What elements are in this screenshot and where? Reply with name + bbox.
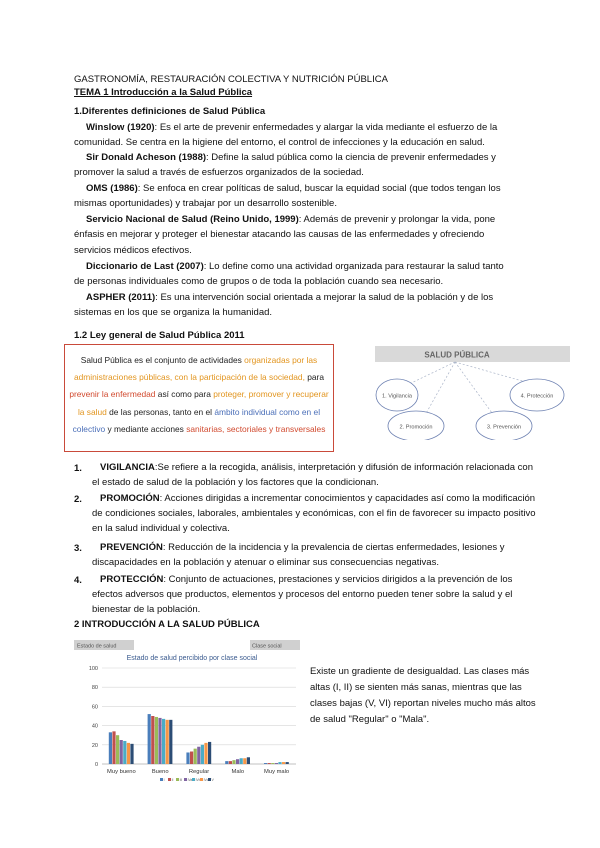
topic-title: TEMA 1 Introducción a la Salud Pública: [74, 87, 253, 98]
bar-I-1: [148, 714, 151, 764]
box-text-highlight: prevenir la enfermedad: [69, 389, 156, 400]
bar-IVa-1: [158, 718, 161, 764]
node-promocion-label: 2. Promoción: [399, 424, 433, 431]
bar-IVb-3: [240, 758, 243, 764]
def-nhs-line2: énfasis en mejorar y proteger el bienestar atacando las causas de las enfermedades y ofreciendo: [74, 229, 485, 240]
def-winslow-line1: Winslow (1920): Es el arte de prevenir enfermedades y alargar la vida mediante el esfuerzo de la: [86, 122, 498, 133]
bar-I-4: [264, 763, 267, 764]
box-text-highlight: ámbito individual como en el colectivo: [72, 406, 321, 434]
x-tick-label: Bueno: [151, 769, 169, 775]
list-item-promocion: PROMOCIÓN: Acciones dirigidas a incrementar conocimientos y capacidades así como la modificación de condiciones sociales, laborales, ambientales y económicas, con el fin de favorecer su impacto positivo en la salud individual y colectiva.: [92, 493, 536, 534]
bar-IVa-2: [197, 747, 200, 764]
def-winslow-line2: comunidad. Se centra en la higiene del entorno, el control de infecciones y la educación en salud.: [74, 137, 485, 148]
x-tick-label: Malo: [231, 769, 245, 775]
def-nhs-line1: Servicio Nacional de Salud (Reino Unido, 1999): Además de prevenir y prolongar la vida, pone: [86, 214, 496, 225]
box-text: de las personas, tanto en el: [106, 406, 215, 417]
box-text: para: [304, 372, 324, 383]
bar-IVc-3: [243, 758, 246, 764]
bar-II-0: [112, 731, 115, 764]
bar-V-4: [286, 762, 289, 764]
bar-IVb-1: [162, 719, 165, 764]
list-item-number: 2.: [74, 494, 82, 505]
list-item-vigilancia: VIGILANCIA:Se refiere a la recogida, análisis, interpretación y difusión de información relacionada con el estado de salud de la población y los factores que la condicionan.: [92, 462, 533, 488]
box-text-highlight: proteger, promover y recuperar la salud: [77, 389, 329, 417]
bar-I-3: [225, 761, 228, 764]
x-tick-label: Regular: [188, 769, 210, 775]
bar-IVc-1: [166, 720, 169, 764]
y-tick-label: 20: [91, 742, 98, 749]
node-proteccion-label: 4. Protección: [520, 393, 554, 400]
y-tick-label: 100: [88, 666, 98, 672]
legend-swatch-III: [176, 778, 179, 781]
y-tick-label: 0: [94, 762, 98, 768]
section12-heading: 1.2 Ley general de Salud Pública 2011: [74, 330, 245, 341]
legend-swatch-II: [168, 778, 171, 781]
chart-tag-left: Estado de salud: [77, 643, 117, 650]
bar-IVb-4: [278, 762, 281, 764]
box-text-highlight: sanitarias, sectoriales y transversales: [186, 423, 326, 434]
bar-I-2: [186, 752, 189, 764]
def-last-line1: Diccionario de Last (2007): Lo define como una actividad organizada para restaurar la salud tanto: [86, 261, 504, 272]
y-tick-label: 40: [91, 723, 98, 730]
legend-swatch-I: [160, 778, 163, 781]
legend-label: IVa: [187, 778, 193, 782]
list-item-prevencion: PREVENCIÓN: Reducción de la incidencia y la prevalencia de ciertas enfermedades, lesiones y discapacidades en la población y atenuar o eliminar sus consecuencias negativas.: [92, 542, 505, 568]
node-prevencion-label: 3. Prevención: [486, 424, 522, 431]
bar-IVb-2: [201, 745, 204, 764]
bar-II-1: [151, 716, 154, 764]
def-last-line2: de personas individuales como de grupos o de toda la población cuando sea necesario.: [74, 276, 444, 287]
legend-label: III: [179, 778, 183, 782]
legend-swatch-IVc: [200, 778, 203, 781]
bar-III-3: [232, 760, 235, 764]
bar-IVc-0: [127, 743, 130, 764]
law-definition-box: [64, 344, 334, 452]
bar-II-4: [268, 763, 271, 764]
chart-legend: [160, 778, 215, 782]
legend-label: I: [163, 778, 165, 782]
bar-V-3: [247, 757, 250, 764]
bar-V-1: [169, 720, 172, 764]
course-title: GASTRONOMÍA, RESTAURACIÓN COLECTIVA Y NUTRICIÓN PÚBLICA: [74, 74, 388, 85]
legend-swatch-IVa: [184, 778, 187, 781]
bar-V-0: [130, 744, 133, 764]
bar-I-0: [109, 732, 112, 764]
node-vigilancia-label: 1. Vigilancia: [381, 393, 413, 400]
legend-label: II: [171, 778, 174, 782]
legend-swatch-V: [208, 778, 211, 781]
box-text: y mediante acciones: [105, 423, 187, 434]
bar-IVa-0: [120, 740, 123, 764]
bar-II-3: [229, 761, 232, 764]
bar-IVc-2: [204, 743, 207, 764]
bar-V-2: [208, 742, 211, 764]
diagram-title: SALUD PÚBLICA: [424, 350, 490, 360]
section2-heading: 2 INTRODUCCIÓN A LA SALUD PÚBLICA: [74, 619, 260, 630]
chart-bars: [109, 714, 289, 764]
def-acheson-line2: promover la salud a través de esfuerzos organizados de la sociedad.: [74, 167, 364, 178]
chart-tag-right: Clase social: [252, 643, 282, 650]
bar-IVa-4: [275, 763, 278, 764]
box-text-highlight: organizadas por las administraciones públicas, con la participación de la sociedad,: [73, 355, 318, 383]
y-tick-label: 60: [91, 704, 98, 711]
bar-IVc-4: [282, 762, 285, 764]
legend-label: IVb: [195, 778, 201, 782]
x-tick-label: Muy bueno: [107, 769, 136, 775]
bar-III-2: [194, 749, 197, 764]
section1-heading: 1.Diferentes definiciones de Salud Pública: [74, 106, 266, 117]
health-status-chart: [74, 640, 300, 788]
box-text: así como para: [155, 389, 214, 400]
legend-swatch-IVb: [192, 778, 195, 781]
def-acheson-line1: Sir Donald Acheson (1988): Define la salud pública como la ciencia de prevenir enfermedades y: [86, 152, 496, 163]
bar-IVb-0: [123, 741, 126, 764]
list-item-number: 3.: [74, 543, 82, 554]
def-oms-line1: OMS (1986): Se enfoca en crear políticas de salud, buscar la equidad social (que todos tengan los: [86, 183, 501, 194]
def-aspher-line1: ASPHER (2011): Es una intervención social orientada a mejorar la salud de la población y de los: [86, 292, 494, 303]
list-item-number: 1.: [74, 463, 82, 474]
bar-II-2: [190, 752, 193, 764]
def-aspher-line2: sistemas en los que se organiza la humanidad.: [74, 307, 273, 318]
chart-title: Estado de salud percibido por clase social: [126, 655, 258, 662]
legend-label: V: [211, 778, 214, 782]
list-item-number: 4.: [74, 575, 82, 586]
section2-paragraph: Existe un gradiente de desigualdad. Las clases más altas (I, II) se sienten más sanas, mientras que las clases bajas (V, VI) reportan niveles mucho más altos de salud "Regular" o "Mala".: [310, 666, 536, 725]
bar-III-0: [116, 735, 119, 764]
bar-IVa-3: [236, 759, 239, 764]
x-tick-label: Muy malo: [264, 769, 290, 775]
def-nhs-line3: servicios médicos efectivos.: [74, 245, 192, 256]
bar-III-1: [155, 717, 158, 764]
bar-III-4: [271, 763, 274, 764]
box-text: Salud Pública es el conjunto de actividades: [80, 355, 245, 365]
legend-label: IVc: [203, 778, 209, 782]
y-tick-label: 80: [91, 685, 98, 692]
list-item-proteccion: PROTECCIÓN: Conjunto de actuaciones, prestaciones y servicios dirigidos a la prevención de los efectos adversos que productos, elementos y procesos del entorno pueden tener sobre la salud y el bienestar de la población.: [92, 574, 513, 615]
salud-publica-diagram: [375, 346, 570, 440]
def-oms-line2: mismas oportunidades) y trabajar por un desarrollo sostenible.: [74, 198, 337, 209]
